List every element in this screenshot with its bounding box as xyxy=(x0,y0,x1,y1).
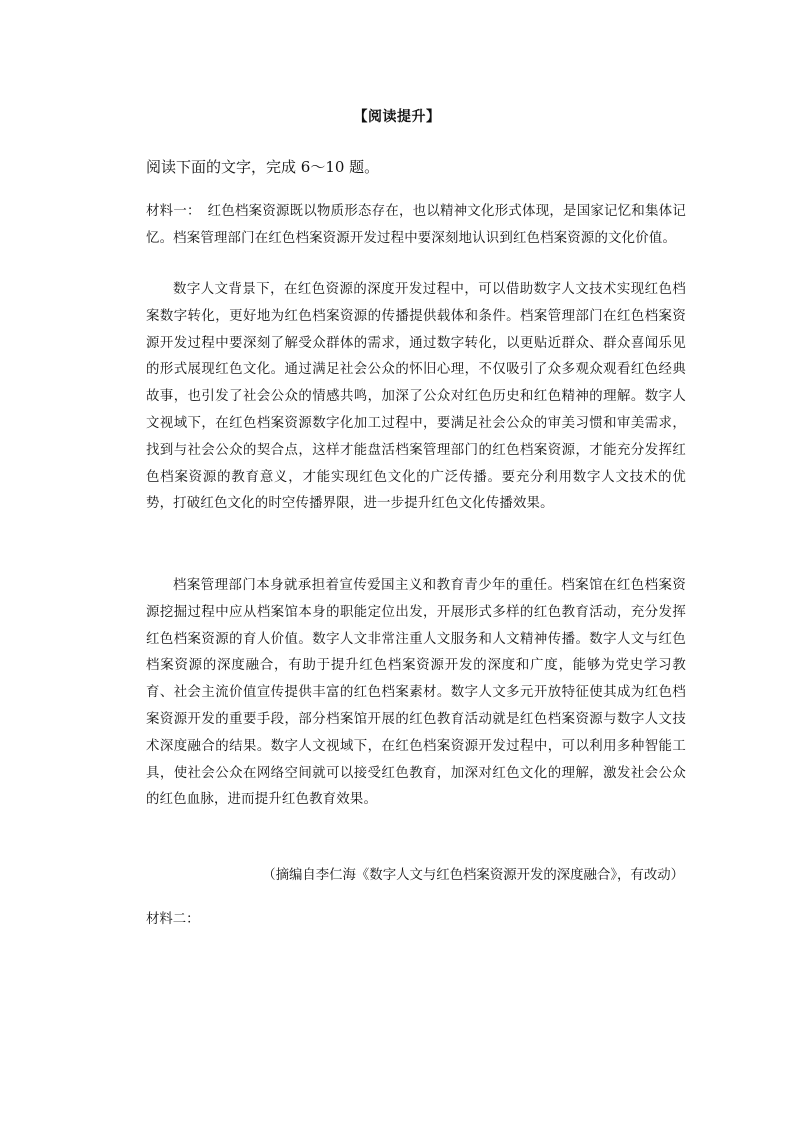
source-citation: （摘编自李仁海《数字人文与红色档案资源开发的深度融合》，有改动） xyxy=(262,868,684,883)
section-heading: 【阅读提升】 xyxy=(353,109,441,125)
material1-paragraph-2: 数字人文背景下，在红色资源的深度开发过程中，可以借助数字人文技术实现红色档案数字转化，更好地为红色档案资源的传播提供载体和条件。档案管理部门在红色档案资源开发过程中要深刻了解受众群体的需求，通过数字转化，以更贴近群众、群众喜闻乐见的形式展现红色文化。通过满足社会公众的怀旧心理，不仅吸引了众多观众观看红色经典故事，也引发了社会公众的情感共鸣，加深了公众对红色历史和红色精神的理解。数字人文视域下，在红色档案资源数字化加工过程中，要满足社会公众的审美习惯和审美需求，找到与社会公众的契合点，这样才能盘活档案管理部门的红色档案资源，才能充分发挥红色档案资源的教育意义，才能实现红色文化的广泛传播。要充分利用数字人文技术的优势，打破红色文化的时空传播界限，进一步提升红色文化传播效果。 xyxy=(146,282,686,512)
material2-label: 材料二： xyxy=(146,912,200,927)
instruction-text: 阅读下面的文字，完成 6～10 题。 xyxy=(146,158,380,176)
material1-paragraph-3: 档案管理部门本身就承担着宣传爱国主义和教育青少年的重任。档案馆在红色档案资源挖掘过程中应从档案馆本身的职能定位出发，开展形式多样的红色教育活动，充分发挥红色档案资源的育人价值。数字人文非常注重人文服务和人文精神传播。数字人文与红色档案资源的深度融合，有助于提升红色档案资源开发的深度和广度，能够为党史学习教育、社会主流价值宣传提供丰富的红色档案素材。数字人文多元开放特征使其成为红色档案资源开发的重要手段，部分档案馆开展的红色教育活动就是红色档案资源与数字人文技术深度融合的结果。数字人文视域下，在红色档案资源开发过程中，可以利用多种智能工具，使社会公众在网络空间就可以接受红色教育，加深对红色文化的理解，激发社会公众的红色血脉，进而提升红色教育效果。 xyxy=(146,578,686,808)
material1-paragraph-1: 材料一： 红色档案资源既以物质形态存在，也以精神文化形式体现，是国家记忆和集体记忆。档案管理部门在红色档案资源开发过程中要深刻地认识到红色档案资源的文化价值。 xyxy=(146,204,686,246)
